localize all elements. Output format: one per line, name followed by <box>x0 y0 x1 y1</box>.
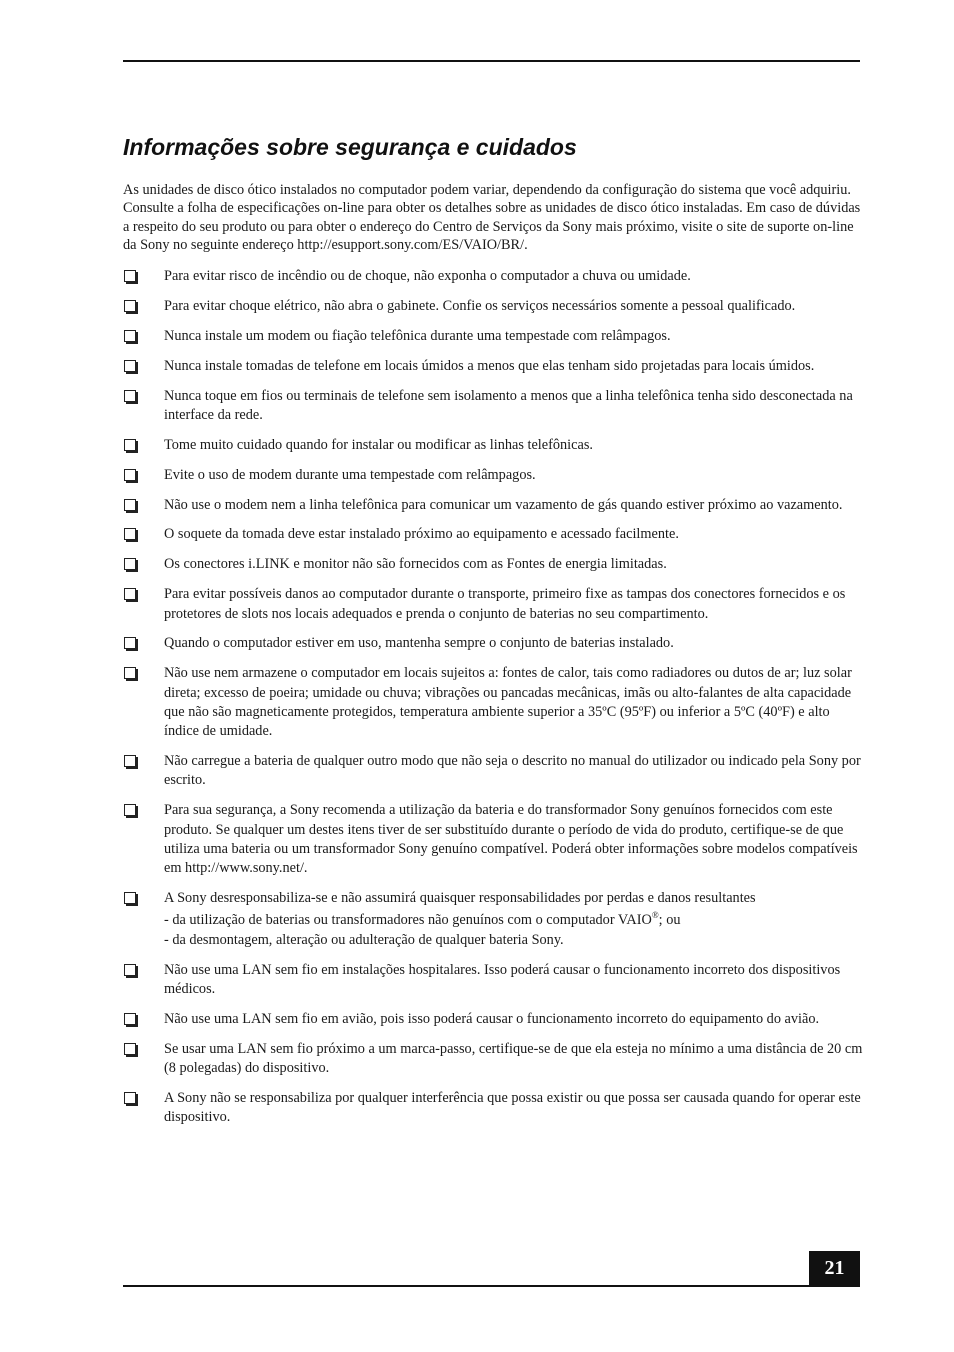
list-item: Não use o modem nem a linha telefônica para comunicar um vazamento de gás quando estiver próximo ao vazamento. <box>123 496 863 515</box>
list-item: Os conectores i.LINK e monitor não são fornecidos com as Fontes de energia limitadas. <box>123 555 863 574</box>
page-number: 21 <box>809 1251 860 1286</box>
list-item: Se usar uma LAN sem fio próximo a um marca-passo, certifique-se de que ela esteja no mínimo a uma distância de 20 cm (8 polegadas) do dispositivo. <box>123 1040 863 1079</box>
list-item: Não use nem armazene o computador em locais sujeitos a: fontes de calor, tais como radiadores ou dutos de ar; luz solar direta; excesso de poeira; umidade ou chuva; vibrações ou pancadas mecânicas, imãs ou alto-falantes de alta capacidade que não são magneticamente protegidos, temperatura ambiente superior a 35ºC (95ºF) ou inferior a 5ºC (40ºF) e alto índice de umidade. <box>123 664 863 741</box>
checkbox-bullet-icon <box>124 964 136 976</box>
checkbox-bullet-icon <box>124 667 136 679</box>
list-item-disclaimer: A Sony desresponsabiliza-se e não assumirá quaisquer responsabilidades por perdas e danos resultantes - da utilização de baterias ou transformadores não genuínos com o computador VAIO®; ou - da desmontagem, alteração ou adulteração de qualquer bateria Sony. <box>123 889 863 950</box>
list-item: Não carregue a bateria de qualquer outro modo que não seja o descrito no manual do utilizador ou indicado pela Sony por escrito. <box>123 752 863 791</box>
checkbox-bullet-icon <box>124 588 136 600</box>
page-title: Informações sobre segurança e cuidados <box>123 134 577 160</box>
checkbox-bullet-icon <box>124 637 136 649</box>
checkbox-bullet-icon <box>124 439 136 451</box>
list-item: Não use uma LAN sem fio em instalações hospitalares. Isso poderá causar o funcionamento incorreto dos dispositivos médicos. <box>123 961 863 1000</box>
checkbox-bullet-icon <box>124 469 136 481</box>
checkbox-bullet-icon <box>124 1013 136 1025</box>
list-item: Para evitar possíveis danos ao computador durante o transporte, primeiro fixe as tampas dos conectores fornecidos e os protetores de slots nos locais adequados e prenda o conjunto de baterias no seu compartimento. <box>123 585 863 624</box>
list-item: Nunca instale um modem ou fiação telefônica durante uma tempestade com relâmpagos. <box>123 327 863 346</box>
checkbox-bullet-icon <box>124 360 136 372</box>
list-item: A Sony não se responsabiliza por qualquer interferência que possa existir ou que possa ser causada quando for operar este dispositivo. <box>123 1089 863 1128</box>
checkbox-bullet-icon <box>124 270 136 282</box>
header-rule <box>123 60 860 62</box>
disclaimer-sub-item: - da utilização de baterias ou transformadores não genuínos com o computador VAIO®; ou <box>164 910 681 929</box>
checkbox-bullet-icon <box>124 330 136 342</box>
list-item: Para evitar risco de incêndio ou de choque, não exponha o computador a chuva ou umidade. <box>123 267 863 286</box>
footer-rule <box>123 1285 860 1287</box>
checkbox-bullet-icon <box>124 499 136 511</box>
checkbox-bullet-icon <box>124 528 136 540</box>
checkbox-bullet-icon <box>124 1092 136 1104</box>
checkbox-bullet-icon <box>124 558 136 570</box>
checkbox-bullet-icon <box>124 390 136 402</box>
list-item: O soquete da tomada deve estar instalado próximo ao equipamento e acessado facilmente. <box>123 525 863 544</box>
checkbox-bullet-icon <box>124 1043 136 1055</box>
list-item: Evite o uso de modem durante uma tempestade com relâmpagos. <box>123 466 863 485</box>
list-item: Nunca toque em fios ou terminais de telefone sem isolamento a menos que a linha telefônica tenha sido desconectada na interface da rede. <box>123 387 863 426</box>
list-item: Não use uma LAN sem fio em avião, pois isso poderá causar o funcionamento incorreto do equipamento do avião. <box>123 1010 863 1029</box>
intro-paragraph: As unidades de disco ótico instalados no computador podem variar, dependendo da configuração do sistema que você adquiriu. Consulte a folha de especificações on-line para obter os detalhes sobre as unidades de disco ótico instaladas. Em caso de dúvidas a respeito do seu produto ou para obter o endereço do Centro de Serviços da Sony mais próximo, visite o site de suporte on-line da Sony no seguinte endereço http://esupport.sony.com/ES/VAIO/BR/. <box>123 182 861 253</box>
checkbox-bullet-icon <box>124 755 136 767</box>
list-item: Tome muito cuidado quando for instalar ou modificar as linhas telefônicas. <box>123 436 863 455</box>
checkbox-bullet-icon <box>124 804 136 816</box>
checkbox-bullet-icon <box>124 892 136 904</box>
checkbox-bullet-icon <box>124 300 136 312</box>
list-item: Para evitar choque elétrico, não abra o gabinete. Confie os serviços necessários somente a pessoal qualificado. <box>123 297 863 316</box>
safety-list <box>123 267 863 1138</box>
disclaimer-sub-item: - da desmontagem, alteração ou adulteração de qualquer bateria Sony. <box>164 931 564 948</box>
list-item: Para sua segurança, a Sony recomenda a utilização da bateria e do transformador Sony genuínos fornecidos com este produto. Se qualquer um destes itens tiver de ser substituído durante o período de vida do produto, certifique-se de que utiliza uma bateria ou um transformador Sony genuíno compatível. Poderá obter informações sobre modelos compatíveis em http://www.sony.net/. <box>123 801 863 878</box>
list-item: Nunca instale tomadas de telefone em locais úmidos a menos que elas tenham sido projetadas para locais úmidos. <box>123 357 863 376</box>
list-item: Quando o computador estiver em uso, mantenha sempre o conjunto de baterias instalado. <box>123 634 863 653</box>
